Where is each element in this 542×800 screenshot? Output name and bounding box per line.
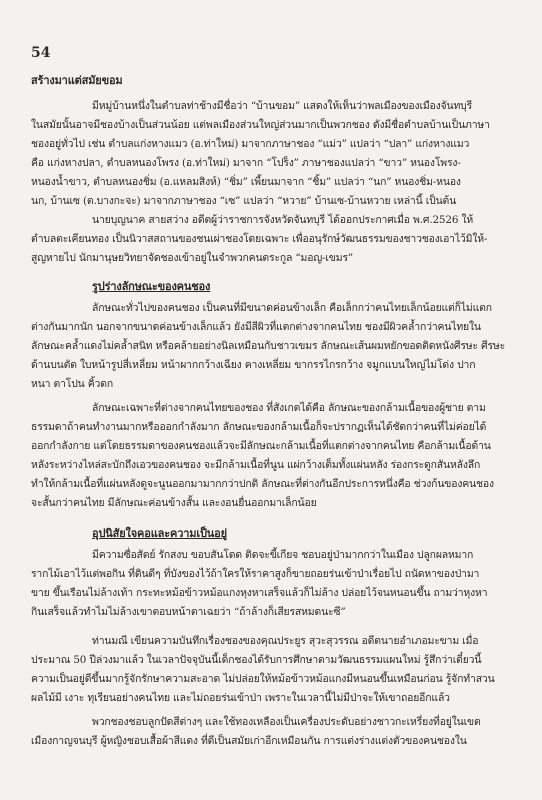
text-line: หนา ตาโปน คิ้วดก	[31, 378, 113, 390]
text-line: ชองอยู่ทั่วไป เช่น ตำบลแก่งหางแมว (อ.ท่าใหม่) มาจากภาษาชอง “แม่ว” แปลว่า “ปลา” แก่งหางแมว	[31, 138, 470, 150]
text-line: ความเป็นอยู่ดีขึ้นมากรู้จักรักษาความสะอาด ไม่ปล่อยให้หม้อข้าวหม้อแกงมีหนอนขึ้นเหมือนก่อน รู้จักทำสวน	[31, 673, 495, 685]
text-line: กินเสร็จแล้วทำไมไม่ล้างเขาตอบหน้าตาเฉยว่า “ถ้าล้างก็เสียรสหมดนะซี”	[31, 606, 346, 618]
text-line: พวกชองชอบลูกปัดสีต่างๆ และใช้ทองเหลืองเป็นเครื่องประดับอย่างชาวกะเหรี่ยงที่อยู่ในเขต	[92, 716, 481, 728]
text-line: หลังระหว่างไหล่สะบักถึงเอวของคนชอง จะมีกล้ามเนื้อที่นูน แผ่กว้างเต็มทั้งแผ่นหลัง ร่องกระดูกสันหลังลึก	[31, 459, 481, 471]
text-line: ลักษณะคล้ำแดงไม่คล้ำสนิท หรือคล้ายอย่างนิลเหมือนกับชาวเขมร ลักษณะเส้นผมหยักขอดติดหนังศีรษะ ศีรษะ	[31, 340, 506, 352]
text-line: หนองน้ำขาว, ตำบลหนองชิ่ม (อ.แหลมสิงห์) “ชิ่ม” เพี้ยนมาจาก “ชิ้ม” แปลว่า “นก” หนองชิ่ม-หนอง	[31, 176, 461, 188]
section-heading: อุปนิสัยใจคอและความเป็นอยู่	[92, 527, 227, 540]
text-line: ธรรมดาถ้าคนทำงานมากหรือออกกำลังมาก ลักษณะของกล้ามเนื้อก็จะปรากฏเห็นได้ชัดกว่าคนที่ไม่ค่อยได้	[31, 421, 487, 433]
text-line: นายบุญนาค สายสว่าง อดีตผู้ว่าราชการจังหวัดจันทบุรี ได้ออกประกาศเมื่อ พ.ศ.2526 ให้	[92, 214, 474, 226]
text-line: ทำให้กล้ามเนื้อที่แผ่นหลังดูจะนูนออกมามากกว่าปกติ ลักษณะที่ต่างกันอีกประการหนึ่งคือ ช่วงก้นของคนชอง	[31, 478, 494, 490]
text-line: จะสั้นกว่าคนไทย มีลักษณะค่อนข้างสั้น และงอนยื่นออกมาเล็กน้อย	[31, 497, 317, 509]
text-line: คือ แก่งหางปลา, ตำบลหนองโพรง (อ.ท่าใหม่) มาจาก “โปร็ง” ภาษาชองแปลว่า “ขาว” หนองโพรง-	[31, 157, 461, 169]
text-line: ตำบลตะเคียนทอง เป็นนิวาสสถานของชนเผ่าชองโดยเฉพาะ เพื่ออนุรักษ์วัฒนธรรมของชาวชองเอาไว้มิให้-	[31, 233, 488, 245]
text-line: นก, บ้านเซ (ต.บางกะจะ) มาจากภาษาชอง “เซ” แปลว่า “หวาย” บ้านเซ-บ้านหวาย เหล่านี้ เป็นต้น	[31, 195, 457, 207]
text-line: ท่านมณี เขียนความบันทึกเรื่องชองของคุณประยูร สุวะสุวรรณ อดีตนายอำเภอมะขาม เมื่อ	[92, 635, 479, 647]
text-line: ในสมัยนั้นอาจมีชองบ้างเป็นส่วนน้อย แต่พลเมืองส่วนใหญ่ส่วนมากเป็นพวกชอง ดังมีชื่อตำบลบ้านเป็นภาษา	[31, 119, 490, 131]
text-line: ประมาณ 50 ปีล่วงมาแล้ว ในเวลาปัจจุบันนี้เด็กชองได้รับการศึกษาตามวัฒนธรรมแผนใหม่ รู้สึกว่าเดี๋ยวนี้	[31, 654, 482, 666]
text-line: ขาย ขึ้นเรือนไม่ล้างเท้า กระทะหม้อข้าวหม้อแกงหุงหาเสร็จแล้วก็ไม่ล้าง ปล่อยไว้จนหนอนขึ้น ถามว่าหุงหา	[31, 587, 488, 599]
section-heading: สร้างมาแต่สมัยขอม	[31, 74, 123, 87]
text-line: ผลไม้มี เงาะ ทุเรียนอย่างคนไทย และไม่ถอยร่นเข้าป่า เพราะในเวลานี้ไม่มีป่าจะให้เขาถอยอีกแล้ว	[31, 692, 450, 704]
text-line: ต่างกันมากนัก นอกจากขนาดค่อนข้างเล็กแล้ว ยังมีสีผิวที่แตกต่างจากคนไทย ชองมีผิวคล้ำกว่าคนไทยใน	[31, 321, 481, 333]
text-line: ออกกำลังกาย แต่โดยธรรมดาของคนชองแล้วจะมีลักษณะกล้ามเนื้อที่แตกต่างจากคนไทย คือกล้ามเนื้อด้าน	[31, 440, 491, 452]
text-line: ลักษณะทั่วไปของคนชอง เป็นคนที่มีขนาดค่อนข้างเล็ก คือเล็กกว่าคนไทยเล็กน้อยแต่ก็ไม่แตก	[92, 302, 492, 314]
text-line: รากไม้เอาไว้แต่พอกิน ที่ดินดีๆ ที่บังของไว้ถ้าใครให้ราคาสูงก็ขายถอยร่นเข้าป่าเรื่อยไป ถนัดหาของป่ามา	[31, 568, 480, 580]
text-line: มีหมู่บ้านหนึ่งในตำบลท่าช้างมีชื่อว่า “บ้านขอม” แสดงให้เห็นว่าพลเมืองของเมืองจันทบุรี	[92, 100, 473, 112]
text-line: เมืองกาญจนบุรี ผู้หญิงชอบเสื้อผ้าสีแดง ที่ดีเป็นสมัยเก่าอีกเหมือนกัน การแต่งร่างแต่งตัวของคนชองใน	[31, 735, 467, 747]
text-line: ด้านบนตัด ใบหน้ารูปสี่เหลี่ยม หน้าผากกว้างเฉียง คางเหลี่ยม ขากรรไกรกว้าง จมูกแบนใหญ่ไม่โด่ง ปาก	[31, 359, 476, 371]
text-line: มีความซื่อสัตย์ รักสงบ ขอบสันโดด ติดจะขี้เกียจ ชอบอยู่ป่ามากกว่าในเมือง ปลูกผลหมาก	[92, 549, 474, 561]
text-line: ลักษณะเฉพาะที่ต่างจากคนไทยของชอง ที่สังเกตได้คือ ลักษณะของกล้ามเนื้อของผู้ชาย ตาม	[92, 402, 486, 414]
text-line: สูญหายไป นักมานุษยวิทยาจัดชองเข้าอยู่ในจำพวกคนตระกูล “มอญ-เขมร”	[31, 252, 354, 264]
section-heading: รูปร่างลักษณะของคนชอง	[92, 280, 211, 293]
page-number: 54	[31, 45, 51, 61]
